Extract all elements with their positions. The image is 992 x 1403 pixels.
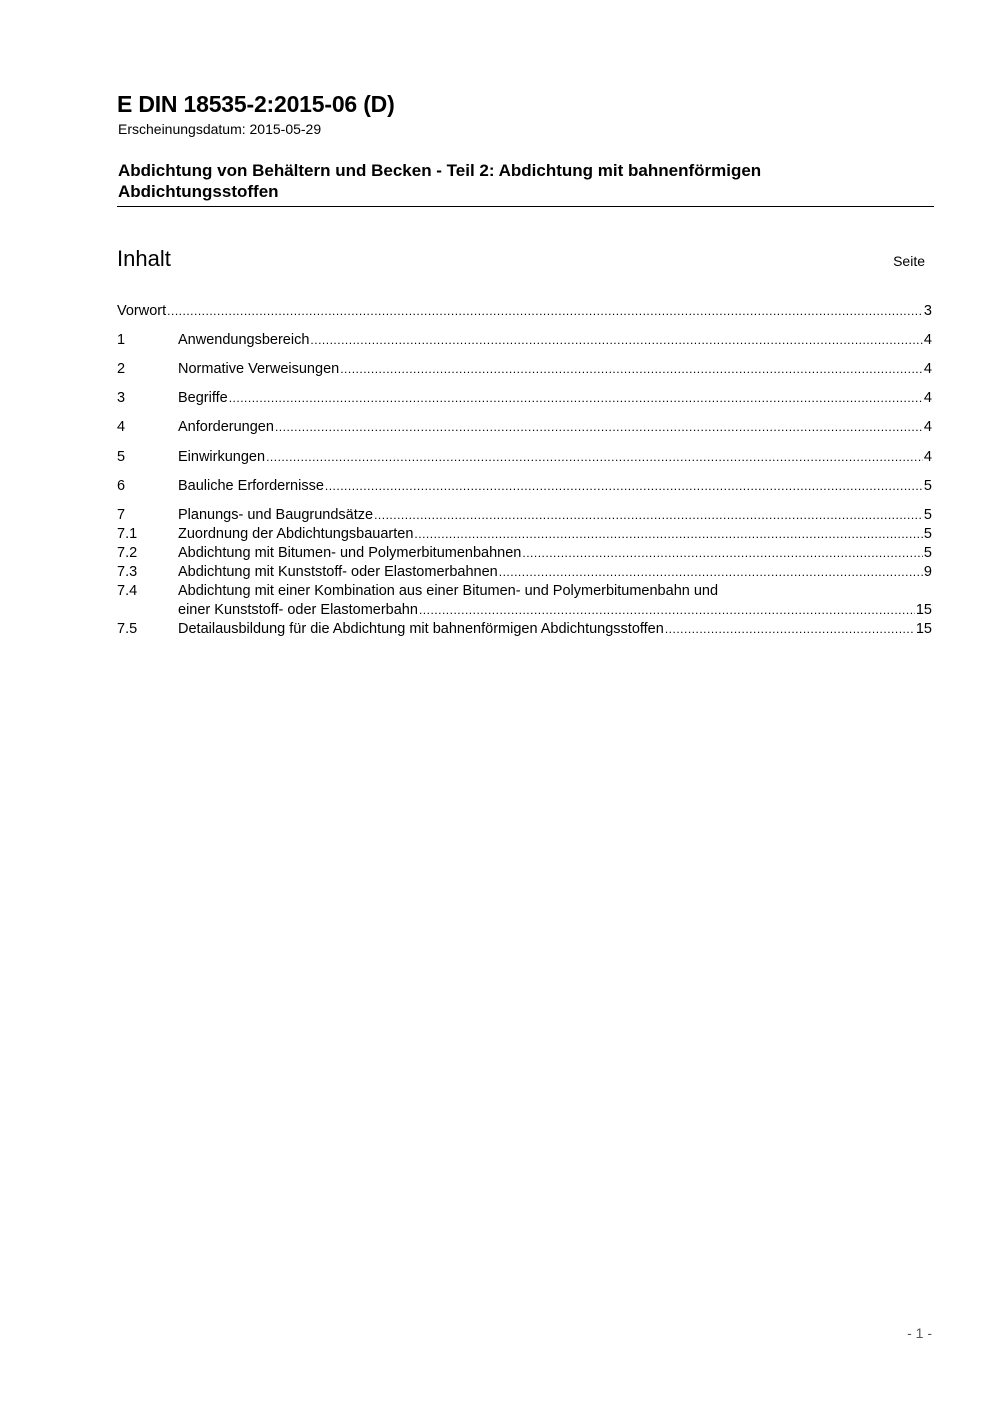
toc-leader-dots (275, 418, 923, 437)
toc-entry-number: 1 (117, 332, 126, 348)
toc-entry-text: Begriffe (178, 390, 228, 406)
toc-entry-number: 5 (117, 449, 126, 465)
document-id: E DIN 18535-2:2015-06 (D) (117, 91, 395, 117)
toc-entry-6[interactable] (117, 477, 932, 496)
toc-entry-1[interactable] (117, 331, 932, 350)
toc-entry-text: Einwirkungen (178, 449, 266, 465)
toc-leader-dots (414, 525, 923, 544)
toc-entry-7-3[interactable] (117, 563, 932, 582)
toc-entry-page: 15 (915, 621, 932, 637)
toc-entry-text: Zuordnung der Abdichtungsbauarten (178, 526, 414, 542)
toc-entry-page: 15 (915, 602, 932, 618)
toc-leader-dots (374, 506, 923, 525)
toc-entry-7-2[interactable] (117, 544, 932, 563)
toc-leader-dots (229, 389, 923, 408)
toc-entry-7-1[interactable] (117, 525, 932, 544)
toc-entry-text: Abdichtung mit einer Kombination aus einer Bitumen- und Polymerbitumenbahn und (178, 583, 719, 599)
toc-entry-7-5[interactable] (117, 620, 932, 639)
toc-entry-text: Abdichtung mit Kunststoff- oder Elastomerbahnen (178, 564, 498, 580)
toc-entry-number: 3 (117, 390, 126, 406)
toc-entry-number: 7.2 (117, 545, 138, 561)
toc-entry-text: Anforderungen (178, 419, 274, 435)
title-divider (117, 206, 934, 207)
toc-entry-number: 7.4 (117, 583, 138, 599)
toc-leader-dots (665, 620, 915, 639)
toc-leader-dots (167, 302, 923, 321)
toc-entry-page: 5 (923, 526, 932, 542)
toc-entry-2[interactable] (117, 360, 932, 379)
toc-entry-number: 2 (117, 361, 126, 377)
page-number: - 1 - (907, 1325, 932, 1341)
toc-entry-5[interactable] (117, 448, 932, 467)
toc-leader-dots (325, 477, 923, 496)
toc-entry-page: 5 (923, 478, 932, 494)
toc-entry-page: 4 (923, 361, 932, 377)
toc-page-column-label: Seite (893, 253, 925, 269)
toc-entry-text-continued: einer Kunststoff- oder Elastomerbahn (178, 602, 418, 618)
document-title: Abdichtung von Behältern und Becken - Teil 2: Abdichtung mit bahnenförmigen Abdichtungsstoffen (118, 161, 762, 201)
toc-entry-page: 4 (923, 449, 932, 465)
toc-leader-dots (419, 601, 915, 620)
toc-entry-page: 9 (923, 564, 932, 580)
toc-entry-text: Planungs- und Baugrundsätze (178, 507, 374, 523)
toc-heading: Inhalt (117, 246, 171, 271)
toc-entry-text: Bauliche Erfordernisse (178, 478, 324, 494)
toc-entry-text: Normative Verweisungen (178, 361, 340, 377)
toc-entry-page: 5 (923, 507, 932, 523)
toc-entry-3[interactable] (117, 389, 932, 408)
toc-entry-number: 7 (117, 507, 126, 523)
toc-entry-number: 4 (117, 419, 126, 435)
toc-entry-number: 7.3 (117, 564, 138, 580)
toc-leader-dots (522, 544, 923, 563)
toc-entry-page: 4 (923, 390, 932, 406)
toc-leader-dots (340, 360, 923, 379)
toc-entry-number: 6 (117, 478, 126, 494)
toc-entry-7-4[interactable] (117, 582, 932, 620)
publication-date: Erscheinungsdatum: 2015-05-29 (118, 121, 322, 137)
toc-leader-dots (310, 331, 923, 350)
toc-entry-page: 4 (923, 419, 932, 435)
toc-entry-text: Anwendungsbereich (178, 332, 310, 348)
toc-leader-dots (499, 563, 923, 582)
toc-entry-page: 5 (923, 545, 932, 561)
toc-entry-vorwort[interactable] (117, 302, 932, 321)
toc-entry-number: 7.1 (117, 526, 138, 542)
toc-entry-text: Abdichtung mit Bitumen- und Polymerbitumenbahnen (178, 545, 522, 561)
toc-leader-dots (266, 448, 923, 467)
toc-entry-4[interactable] (117, 418, 932, 437)
toc-entry-text: Vorwort (117, 303, 167, 319)
toc-entry-page: 4 (923, 332, 932, 348)
toc-entry-7[interactable] (117, 506, 932, 525)
toc-entry-number: 7.5 (117, 621, 138, 637)
toc-entry-page: 3 (923, 303, 932, 319)
toc-entry-text: Detailausbildung für die Abdichtung mit bahnenförmigen Abdichtungsstoffen (178, 621, 664, 637)
